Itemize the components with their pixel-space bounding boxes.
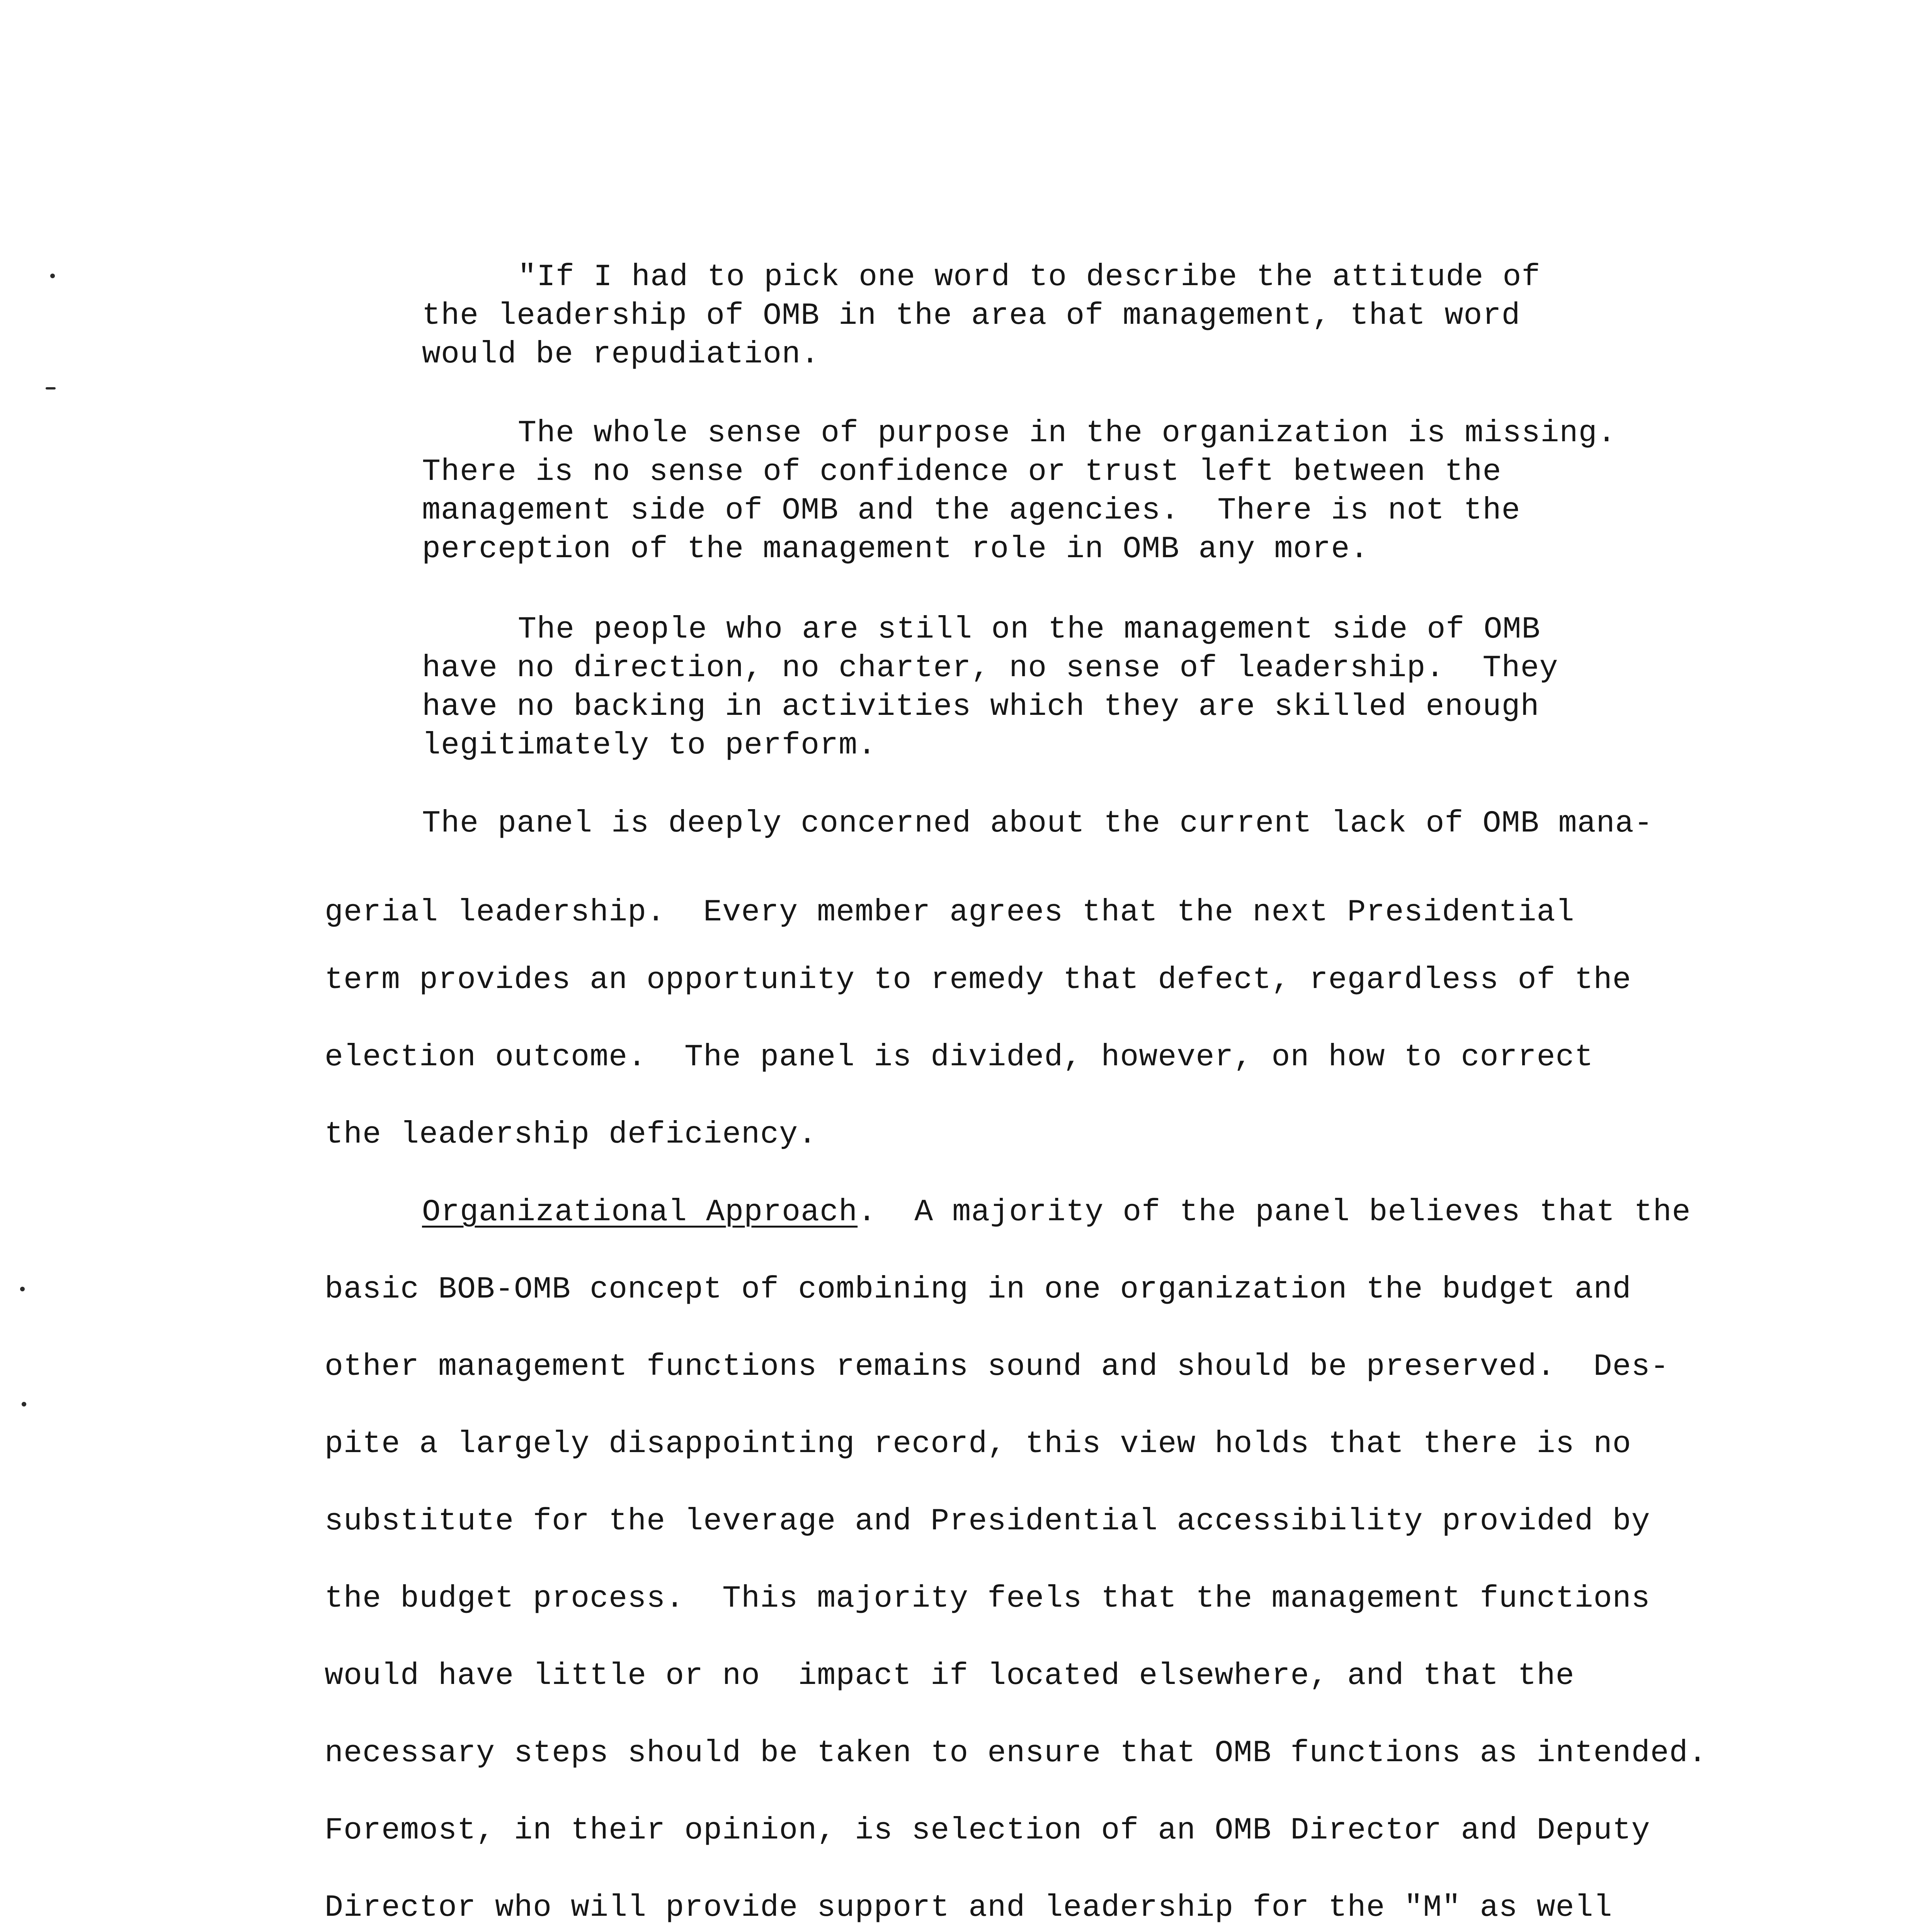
body-line: basic BOB-OMB concept of combining in one organization the budget and <box>325 1272 1632 1307</box>
section-heading-rest: . A majority of the panel believes that the <box>858 1195 1691 1230</box>
quote-line: The people who are still on the management side of OMB <box>518 612 1541 647</box>
quote-line: have no backing in activities which they are skilled enough <box>422 689 1540 724</box>
body-line: necessary steps should be taken to ensure that OMB functions as intended. <box>325 1736 1707 1771</box>
margin-speck <box>22 1402 26 1406</box>
section-heading: Organizational Approach <box>422 1195 858 1230</box>
quote-line: the leadership of OMB in the area of management, that word <box>422 298 1521 333</box>
body-line: other management functions remains sound and should be preserved. Des- <box>325 1349 1669 1384</box>
quote-line: have no direction, no charter, no sense of leadership. They <box>422 651 1558 686</box>
quote-line: would be repudiation. <box>422 337 820 372</box>
body-line: the budget process. This majority feels that the management functions <box>325 1581 1650 1616</box>
quote-line: The whole sense of purpose in the organization is missing. <box>518 416 1616 451</box>
quote-line: management side of OMB and the agencies. There is not the <box>422 493 1521 528</box>
body-line: the leadership deficiency. <box>325 1117 817 1152</box>
margin-speck <box>20 1287 25 1291</box>
body-line: pite a largely disappointing record, this view holds that there is no <box>325 1427 1632 1462</box>
body-line: Foremost, in their opinion, is selection of an OMB Director and Deputy <box>325 1813 1650 1848</box>
quote-line: There is no sense of confidence or trust left between the <box>422 454 1502 490</box>
body-line: gerial leadership. Every member agrees that the next Presidential <box>325 895 1575 930</box>
body-line <box>422 1193 1691 1232</box>
body-line: The panel is deeply concerned about the current lack of OMB mana- <box>422 806 1653 841</box>
body-line: substitute for the leverage and Presidential accessibility provided by <box>325 1504 1650 1539</box>
body-line: election outcome. The panel is divided, however, on how to correct <box>325 1040 1594 1075</box>
margin-speck <box>50 274 55 278</box>
body-line: term provides an opportunity to remedy that defect, regardless of the <box>325 963 1632 998</box>
body-line: Director who will provide support and leadership for the "M" as well <box>325 1890 1613 1925</box>
quote-line: legitimately to perform. <box>422 728 877 763</box>
body-line: would have little or no impact if located elsewhere, and that the <box>325 1658 1575 1694</box>
quote-line: perception of the management role in OMB any more. <box>422 532 1369 567</box>
margin-dash <box>46 387 56 389</box>
quote-line: "If I had to pick one word to describe the attitude of <box>518 260 1541 295</box>
